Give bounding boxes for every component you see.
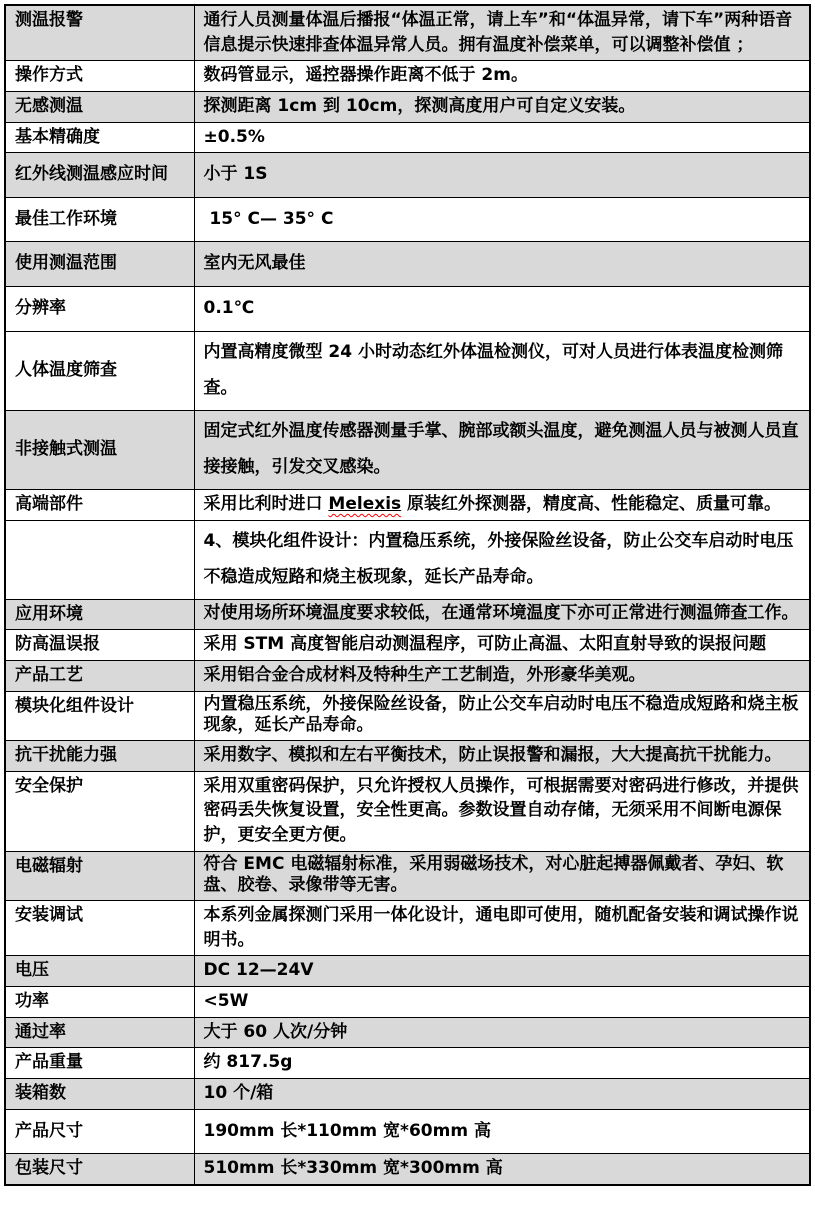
spec-row <box>5 153 810 198</box>
spec-row <box>5 410 810 489</box>
spec-row <box>5 901 810 956</box>
spec-name-cell: 产品重量 <box>5 1048 194 1079</box>
spec-row <box>5 599 810 630</box>
spec-name-cell <box>5 520 194 599</box>
spec-table-body <box>5 5 810 1185</box>
spec-name-cell: 功率 <box>5 987 194 1018</box>
spec-value-cell: 4、模块化组件设计：内置稳压系统，外接保险丝设备，防止公交车启动时电压不稳造成短路和烧主板现象，延长产品寿命。 <box>194 520 810 599</box>
spec-value-cell: 符合 EMC 电磁辐射标准，采用弱磁场技术，对心脏起搏器佩戴者、孕妇、软盘、胶卷、录像带等无害。 <box>194 851 810 901</box>
spec-name-cell: 分辨率 <box>5 287 194 332</box>
spec-name-cell: 非接触式测温 <box>5 410 194 489</box>
spec-row <box>5 5 810 61</box>
spec-row <box>5 660 810 691</box>
spec-name-cell: 人体温度筛查 <box>5 331 194 410</box>
spec-value-cell: <5W <box>194 987 810 1018</box>
spec-name-cell: 红外线测温感应时间 <box>5 153 194 198</box>
spec-name-cell: 最佳工作环境 <box>5 197 194 242</box>
spec-row <box>5 630 810 661</box>
spec-value-cell: DC 12—24V <box>194 956 810 987</box>
spec-row <box>5 771 810 851</box>
spec-value-cell: 190mm 长*110mm 宽*60mm 高 <box>194 1109 810 1154</box>
spec-row <box>5 61 810 92</box>
spec-value-cell: 室内无风最佳 <box>194 242 810 287</box>
spec-value-cell: 探测距离 1cm 到 10cm，探测高度用户可自定义安装。 <box>194 91 810 122</box>
spec-name-cell: 产品尺寸 <box>5 1109 194 1154</box>
spec-row <box>5 851 810 901</box>
spec-name-cell: 电压 <box>5 956 194 987</box>
spec-name-cell: 产品工艺 <box>5 660 194 691</box>
spec-value-cell: 内置高精度微型 24 小时动态红外体温检测仪，可对人员进行体表温度检测筛查。 <box>194 331 810 410</box>
spec-value-cell: 采用数字、模拟和左右平衡技术，防止误报警和漏报，大大提高抗干扰能力。 <box>194 741 810 772</box>
spec-row <box>5 741 810 772</box>
spec-value-cell: 小于 1S <box>194 153 810 198</box>
spec-row <box>5 489 810 520</box>
spec-value-cell: ±0.5% <box>194 122 810 153</box>
spec-row <box>5 1017 810 1048</box>
spec-value-cell: 约 817.5g <box>194 1048 810 1079</box>
spec-name-cell: 操作方式 <box>5 61 194 92</box>
spec-value-cell: 采用双重密码保护，只允许授权人员操作，可根据需要对密码进行修改，并提供密码丢失恢复设置，安全性更高。参数设置自动存储，无须采用不间断电源保护，更安全更方便。 <box>194 771 810 851</box>
spec-name-cell: 模块化组件设计 <box>5 691 194 741</box>
spec-name-cell: 使用测温范围 <box>5 242 194 287</box>
spec-value-cell: 510mm 长*330mm 宽*300mm 高 <box>194 1154 810 1185</box>
spec-name-cell: 测温报警 <box>5 5 194 61</box>
spec-name-cell: 高端部件 <box>5 489 194 520</box>
spec-row <box>5 197 810 242</box>
spec-row <box>5 1109 810 1154</box>
spec-name-cell: 防高温误报 <box>5 630 194 661</box>
spec-value-cell: 对使用场所环境温度要求较低，在通常环境温度下亦可正常进行测温筛查工作。 <box>194 599 810 630</box>
spec-value-cell: 通行人员测量体温后播报“体温正常，请上车”和“体温异常，请下车”两种语音信息提示快速排查体温异常人员。拥有温度补偿菜单，可以调整补偿值 ； <box>194 5 810 61</box>
spec-value-cell: 0.1℃ <box>194 287 810 332</box>
spec-name-cell: 装箱数 <box>5 1079 194 1110</box>
spec-row <box>5 287 810 332</box>
spec-value-cell: 15° C— 35° C <box>194 197 810 242</box>
spec-name-cell: 电磁辐射 <box>5 851 194 901</box>
spec-row <box>5 331 810 410</box>
spec-name-cell: 应用环境 <box>5 599 194 630</box>
spec-value-cell: 大于 60 人次/分钟 <box>194 1017 810 1048</box>
spec-row <box>5 1048 810 1079</box>
spec-name-cell: 安装调试 <box>5 901 194 956</box>
spec-value-cell: 固定式红外温度传感器测量手掌、腕部或额头温度，避免测温人员与被测人员直接接触，引发交叉感染。 <box>194 410 810 489</box>
spec-row <box>5 1079 810 1110</box>
spec-row <box>5 91 810 122</box>
spec-name-cell: 抗干扰能力强 <box>5 741 194 772</box>
spec-row <box>5 1154 810 1185</box>
spec-name-cell: 基本精确度 <box>5 122 194 153</box>
spec-name-cell: 安全保护 <box>5 771 194 851</box>
spec-value-cell: 采用铝合金合成材料及特种生产工艺制造，外形豪华美观。 <box>194 660 810 691</box>
spec-row <box>5 242 810 287</box>
spec-value-cell: 本系列金属探测门采用一体化设计，通电即可使用，随机配备安装和调试操作说明书。 <box>194 901 810 956</box>
spec-row <box>5 122 810 153</box>
spec-name-cell: 包装尺寸 <box>5 1154 194 1185</box>
spec-value-cell: 数码管显示，遥控器操作距离不低于 2m。 <box>194 61 810 92</box>
spec-value-cell: 10 个/箱 <box>194 1079 810 1110</box>
spec-row <box>5 987 810 1018</box>
spec-row <box>5 691 810 741</box>
spec-value-cell: 采用 STM 高度智能启动测温程序，可防止高温、太阳直射导致的误报问题 <box>194 630 810 661</box>
spec-name-cell: 通过率 <box>5 1017 194 1048</box>
spec-name-cell: 无感测温 <box>5 91 194 122</box>
spec-value-cell: 采用比利时进口 Melexis 原装红外探测器，精度高、性能稳定、质量可靠。 <box>194 489 810 520</box>
spec-row <box>5 520 810 599</box>
spellcheck-word: Melexis <box>328 493 402 514</box>
spec-value-cell: 内置稳压系统，外接保险丝设备，防止公交车启动时电压不稳造成短路和烧主板现象，延长产品寿命。 <box>194 691 810 741</box>
spec-row <box>5 956 810 987</box>
spec-table <box>4 4 811 1186</box>
